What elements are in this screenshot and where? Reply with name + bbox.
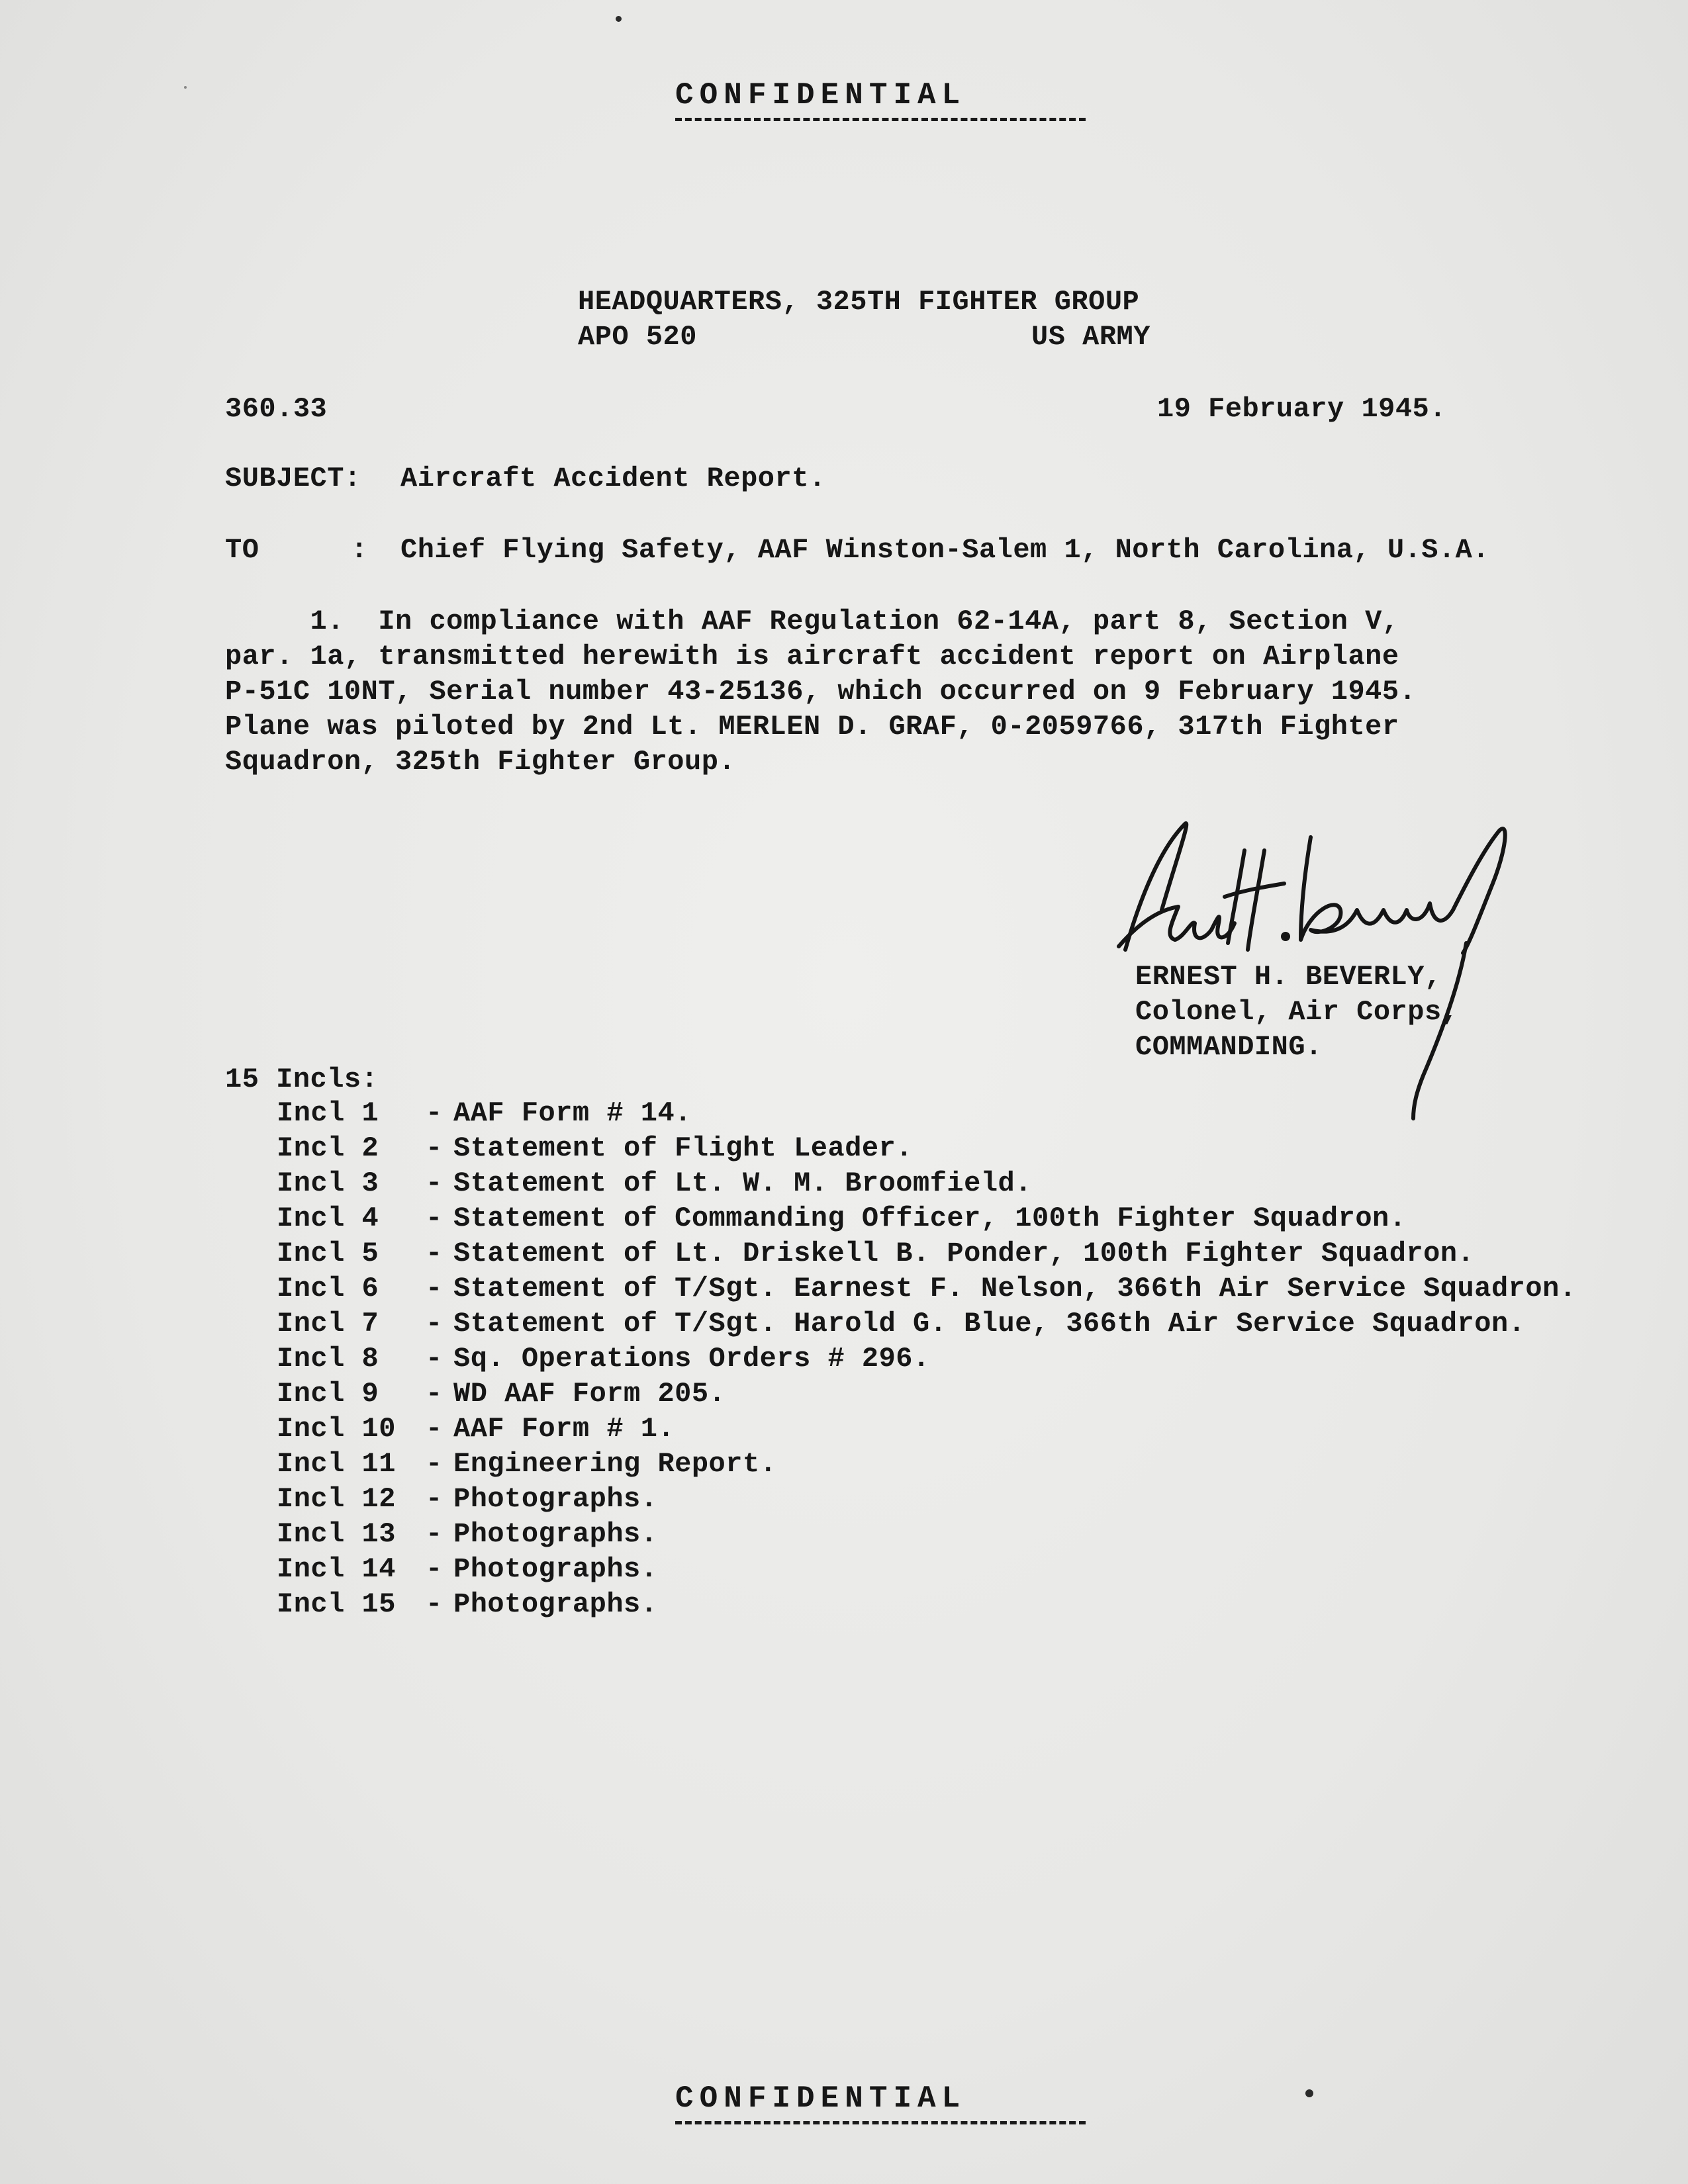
incl-text: Statement of Flight Leader. [453, 1132, 914, 1164]
classification-top: CONFIDENTIAL [675, 78, 1086, 121]
scan-speck [1305, 2089, 1313, 2097]
document-date: 19 February 1945. [1157, 393, 1446, 425]
body-line: P-51C 10NT, Serial number 43-25136, which occurred on 9 February 1945. [225, 676, 1417, 707]
incl-dash: - [426, 1238, 443, 1269]
incl-number: Incl 2 [277, 1132, 379, 1164]
incl-dash: - [426, 1167, 443, 1199]
incl-number: Incl 6 [277, 1273, 379, 1304]
to-colon: : [351, 534, 368, 566]
subject-label: SUBJECT: [225, 463, 361, 494]
incl-number: Incl 10 [277, 1413, 396, 1445]
list-item [277, 1308, 1525, 1340]
to-label: TO [225, 534, 259, 566]
inclosures-heading: 15 Incls: [225, 1064, 379, 1095]
incl-dash: - [426, 1273, 443, 1304]
file-number: 360.33 [225, 393, 328, 425]
incl-text: Statement of Lt. W. M. Broomfield. [453, 1167, 1032, 1199]
incl-text: Statement of Commanding Officer, 100th Fighter Squadron. [453, 1203, 1407, 1234]
list-item [277, 1483, 657, 1515]
incl-dash: - [426, 1553, 443, 1585]
signer-name: ERNEST H. BEVERLY, [1135, 961, 1442, 993]
incl-dash: - [426, 1483, 443, 1515]
incl-number: Incl 13 [277, 1518, 396, 1550]
list-item [277, 1553, 657, 1585]
list-item [277, 1097, 692, 1129]
incl-dash: - [426, 1378, 443, 1410]
incl-dash: - [426, 1448, 443, 1480]
incl-text: Statement of T/Sgt. Earnest F. Nelson, 366th Air Service Squadron. [453, 1273, 1577, 1304]
signer-title: COMMANDING. [1135, 1031, 1323, 1063]
to-text: Chief Flying Safety, AAF Winston-Salem 1, North Carolina, U.S.A. [400, 534, 1490, 566]
incl-number: Incl 4 [277, 1203, 379, 1234]
signer-rank: Colonel, Air Corps, [1135, 996, 1459, 1028]
incl-text: Photographs. [453, 1483, 658, 1515]
header-army: US ARMY [1031, 321, 1150, 353]
list-item [277, 1132, 913, 1164]
incl-text: Photographs. [453, 1588, 658, 1620]
classification-bottom: CONFIDENTIAL [675, 2081, 1086, 2124]
incl-text: Engineering Report. [453, 1448, 777, 1480]
list-item [277, 1413, 675, 1445]
incl-number: Incl 5 [277, 1238, 379, 1269]
scan-speck [184, 86, 187, 89]
body-line: par. 1a, transmitted herewith is aircraft accident report on Airplane [225, 641, 1399, 672]
header-apo: APO 520 [578, 321, 697, 353]
incl-dash: - [426, 1518, 443, 1550]
list-item [277, 1273, 1576, 1304]
body-line: Squadron, 325th Fighter Group. [225, 746, 736, 778]
incl-text: AAF Form # 1. [453, 1413, 675, 1445]
scan-speck [616, 16, 622, 22]
list-item [277, 1448, 776, 1480]
incl-number: Incl 3 [277, 1167, 379, 1199]
incl-number: Incl 9 [277, 1378, 379, 1410]
incl-text: Photographs. [453, 1518, 658, 1550]
incl-text: Sq. Operations Orders # 296. [453, 1343, 930, 1375]
incl-dash: - [426, 1132, 443, 1164]
incl-text: Statement of T/Sgt. Harold G. Blue, 366th Air Service Squadron. [453, 1308, 1526, 1340]
header-line1: HEADQUARTERS, 325TH FIGHTER GROUP [578, 286, 1140, 318]
body-line: Plane was piloted by 2nd Lt. MERLEN D. GRAF, 0-2059766, 317th Fighter [225, 711, 1399, 743]
incl-text: Statement of Lt. Driskell B. Ponder, 100th Fighter Squadron. [453, 1238, 1475, 1269]
incl-text: WD AAF Form 205. [453, 1378, 726, 1410]
incl-number: Incl 8 [277, 1343, 379, 1375]
incl-text: AAF Form # 14. [453, 1097, 692, 1129]
incl-number: Incl 7 [277, 1308, 379, 1340]
incl-dash: - [426, 1308, 443, 1340]
incl-dash: - [426, 1588, 443, 1620]
list-item [277, 1203, 1406, 1234]
incl-dash: - [426, 1413, 443, 1445]
incl-number: Incl 1 [277, 1097, 379, 1129]
incl-number: Incl 15 [277, 1588, 396, 1620]
incl-text: Photographs. [453, 1553, 658, 1585]
incl-number: Incl 14 [277, 1553, 396, 1585]
list-item [277, 1238, 1474, 1269]
list-item [277, 1378, 726, 1410]
subject-text: Aircraft Accident Report. [400, 463, 826, 494]
incl-dash: - [426, 1343, 443, 1375]
body-line: 1. In compliance with AAF Regulation 62-14A, part 8, Section V, [225, 606, 1399, 637]
list-item [277, 1518, 657, 1550]
incl-dash: - [426, 1097, 443, 1129]
incl-number: Incl 12 [277, 1483, 396, 1515]
list-item [277, 1588, 657, 1620]
list-item [277, 1343, 930, 1375]
list-item [277, 1167, 1032, 1199]
incl-dash: - [426, 1203, 443, 1234]
incl-number: Incl 11 [277, 1448, 396, 1480]
